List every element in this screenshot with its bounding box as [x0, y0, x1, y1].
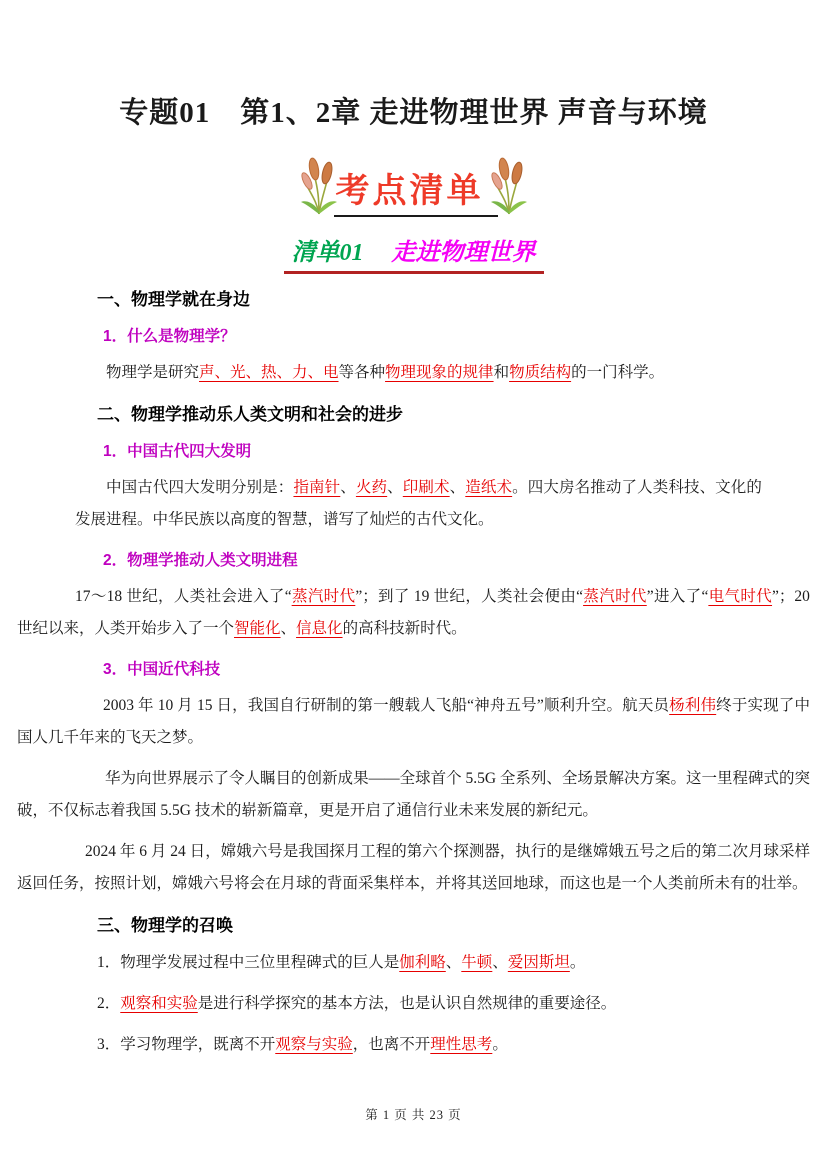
key-term: 理性思考 — [430, 1036, 493, 1053]
text-run: 17～18 世纪，人类社会进入了“ — [75, 588, 292, 605]
key-term: 蒸汽时代 — [583, 588, 647, 605]
text-run: 的高科技新时代。 — [342, 620, 467, 637]
key-term: 观察与实验 — [275, 1036, 353, 1053]
paragraph — [75, 947, 762, 979]
section-heading: 一、物理学就在身边 — [97, 290, 250, 309]
key-term: 印刷术 — [402, 479, 450, 496]
document-body — [17, 288, 810, 1061]
text-run: 终于实现了中国人几千年来的飞天之梦。 — [17, 697, 810, 746]
paragraph — [75, 357, 762, 389]
paragraph — [75, 1029, 762, 1061]
text-run: 。 — [569, 954, 586, 971]
key-term: 造纸术 — [465, 479, 513, 496]
page-number-footer: 第 1 页 共 23 页 — [365, 1108, 462, 1122]
wheat-icon — [298, 157, 340, 222]
key-term: 蒸汽时代 — [291, 588, 356, 605]
key-term: 火药 — [355, 479, 388, 496]
text-run: 1．物理学发展过程中三位里程碑式的巨人是 — [97, 954, 400, 971]
paragraph — [75, 472, 762, 536]
wheat-icon — [488, 157, 530, 222]
key-term: 物理现象的规律 — [385, 364, 494, 381]
paragraph — [17, 836, 810, 900]
text-run: 2003 年 10 月 15 日，我国自行研制的第一艘载人飞船“神舟五号”顺利升空。航天员 — [103, 697, 670, 714]
paragraph — [17, 581, 810, 645]
exam-points-banner — [0, 157, 827, 222]
subsection-heading: 1．中国古代四大发明 — [103, 443, 252, 460]
text-run: 、 — [492, 954, 508, 971]
list-header — [0, 232, 827, 274]
text-run: 、 — [340, 479, 356, 496]
subsection-heading: 2．物理学推动人类文明进程 — [103, 552, 298, 569]
text-run: 和 — [493, 364, 510, 381]
list-title: 走进物理世界 — [391, 240, 536, 266]
subsection-heading: 1．什么是物理学？ — [103, 328, 236, 345]
text-run: 2024 年 6 月 24 日，嫦娥六号是我国探月工程的第六个探测器，执行的是继嫦娥五号之后的第二次月球采样返回任务，按照计划，嫦娥六号将会在月球的背面采集样本，并将其送回地球，而这也是一个人类前所未有的壮举。 — [17, 843, 810, 892]
text-run: 3．学习物理学，既离不开 — [97, 1036, 276, 1053]
text-run: 。四大房名推动了人类科技、文化的发展进程。中华民族以高度的智慧，谱写了灿烂的古代文化。 — [75, 479, 762, 528]
text-run: 的一门科学。 — [571, 364, 665, 381]
text-run: 是进行科学探究的基本方法，也是认识自然规律的重要途径。 — [197, 995, 617, 1012]
text-run: 物理学是研究 — [106, 364, 200, 381]
text-run: ”；20 世纪以来，人类开始步入了一个 — [17, 588, 810, 637]
text-run: ”进入了“ — [646, 588, 709, 605]
key-term: 声、光、热、力、电 — [199, 364, 339, 381]
key-term: 爱因斯坦 — [507, 954, 570, 971]
key-term: 牛顿 — [461, 954, 493, 971]
key-term: 物质结构 — [509, 364, 572, 381]
text-run: 等各种 — [338, 364, 386, 381]
text-run: 、 — [449, 479, 466, 496]
text-run: ”；到了 19 世纪，人类社会便由“ — [355, 588, 584, 605]
text-run: 2． — [97, 995, 121, 1012]
text-run: 。 — [492, 1036, 508, 1053]
subsection-heading: 3．中国近代科技 — [103, 661, 221, 678]
paragraph — [75, 988, 762, 1020]
page-title: 专题01 第1、2章 走进物理世界 声音与环境 — [119, 97, 708, 129]
key-term: 电气时代 — [708, 588, 773, 605]
paragraph — [17, 763, 810, 827]
key-term: 观察和实验 — [120, 995, 198, 1012]
key-term: 智能化 — [234, 620, 281, 637]
list-number: 清单01 — [291, 240, 364, 266]
text-run: 中国古代四大发明分别是： — [106, 479, 294, 496]
key-term: 伽利略 — [399, 954, 446, 971]
list-header-underline — [284, 232, 544, 274]
text-run: 、 — [445, 954, 462, 971]
paragraph — [17, 690, 810, 754]
text-run: ，也离不开 — [352, 1036, 431, 1053]
section-heading: 二、物理学推动乐人类文明和社会的进步 — [97, 405, 403, 424]
section-heading: 三、物理学的召唤 — [97, 916, 233, 935]
text-run: 、 — [280, 620, 297, 637]
banner-label: 考点清单 — [334, 163, 498, 217]
key-term: 信息化 — [296, 620, 343, 637]
key-term: 杨利伟 — [669, 697, 717, 714]
key-term: 指南针 — [293, 479, 341, 496]
text-run: 华为向世界展示了令人瞩目的创新成果——全球首个 5.5G 全系列、全场景解决方案。这一里程碑式的突破，不仅标志着我国 5.5G 技术的崭新篇章，更是开启了通信行业未来发展的新纪元。 — [17, 770, 810, 819]
text-run: 、 — [387, 479, 403, 496]
